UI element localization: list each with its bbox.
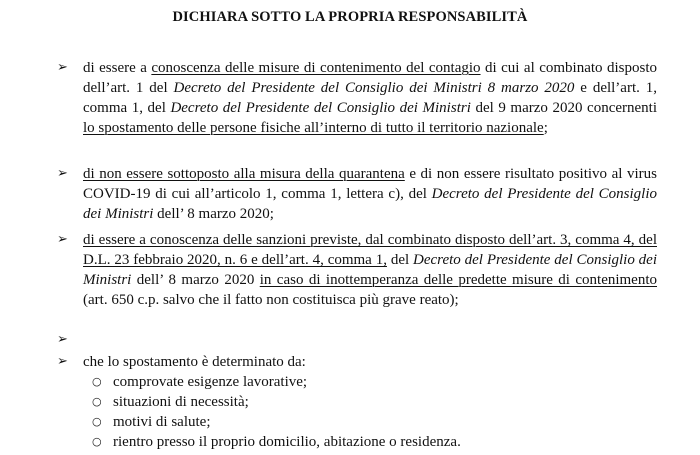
page-title: DICHIARA SOTTO LA PROPRIA RESPONSABILITÀ [172, 9, 528, 25]
reason-text: motivi di salute; [113, 414, 211, 430]
reason-list-item [92, 412, 211, 432]
arrow-bullet-icon: ➢ [57, 354, 68, 369]
arrow-bullet-icon: ➢ [57, 60, 68, 75]
circle-bullet-icon: ○ [92, 395, 102, 408]
declaration-text: di essere a conoscenza delle misure di contenimento del contagio di cui al combinato disposto dell’art. 1 del Decreto del Presidente del Consiglio dei Ministri 8 marzo 2020 e dell’art. 1, comma 1, del Decreto del Presidente del Consiglio dei Ministri del 9 marzo 2020 concernenti lo spostamento delle persone fisiche all’interno di tutto il territorio nazionale; [83, 60, 657, 136]
arrow-bullet-icon: ➢ [57, 166, 68, 181]
declaration-text: di essere a conoscenza delle sanzioni previste, dal combinato disposto dell’art. 3, comma 4, del D.L. 23 febbraio 2020, n. 6 e dell’art. 4, comma 1, del Decreto del Presidente del Consiglio dei Ministri dell’ 8 marzo 2020 in caso di inottemperanza delle predette misure di contenimento (art. 650 c.p. salvo che il fatto non costituisca più grave reato); [83, 232, 658, 308]
circle-bullet-icon: ○ [92, 375, 102, 388]
circle-bullet-icon: ○ [92, 415, 102, 428]
declaration-text: di non essere sottoposto alla misura della quarantena e di non essere risultato positivo al virus COVID-19 di cui all’articolo 1, comma 1, lettera c), del Decreto del Presidente del Consiglio dei Ministri dell’ 8 marzo 2020; [83, 166, 657, 222]
arrow-bullet-icon: ➢ [57, 332, 68, 347]
circle-bullet-icon: ○ [92, 435, 102, 448]
arrow-bullet-icon: ➢ [57, 232, 68, 247]
reason-list-item [92, 372, 308, 392]
reason-text: rientro presso il proprio domicilio, abitazione o residenza. [113, 434, 461, 450]
reason-text: situazioni di necessità; [113, 394, 249, 410]
reason-text: comprovate esigenze lavorative; [113, 374, 308, 390]
reason-list-item [92, 392, 249, 412]
reason-list-item [92, 432, 461, 452]
movement-reason-intro: che lo spostamento è determinato da: [83, 354, 306, 370]
